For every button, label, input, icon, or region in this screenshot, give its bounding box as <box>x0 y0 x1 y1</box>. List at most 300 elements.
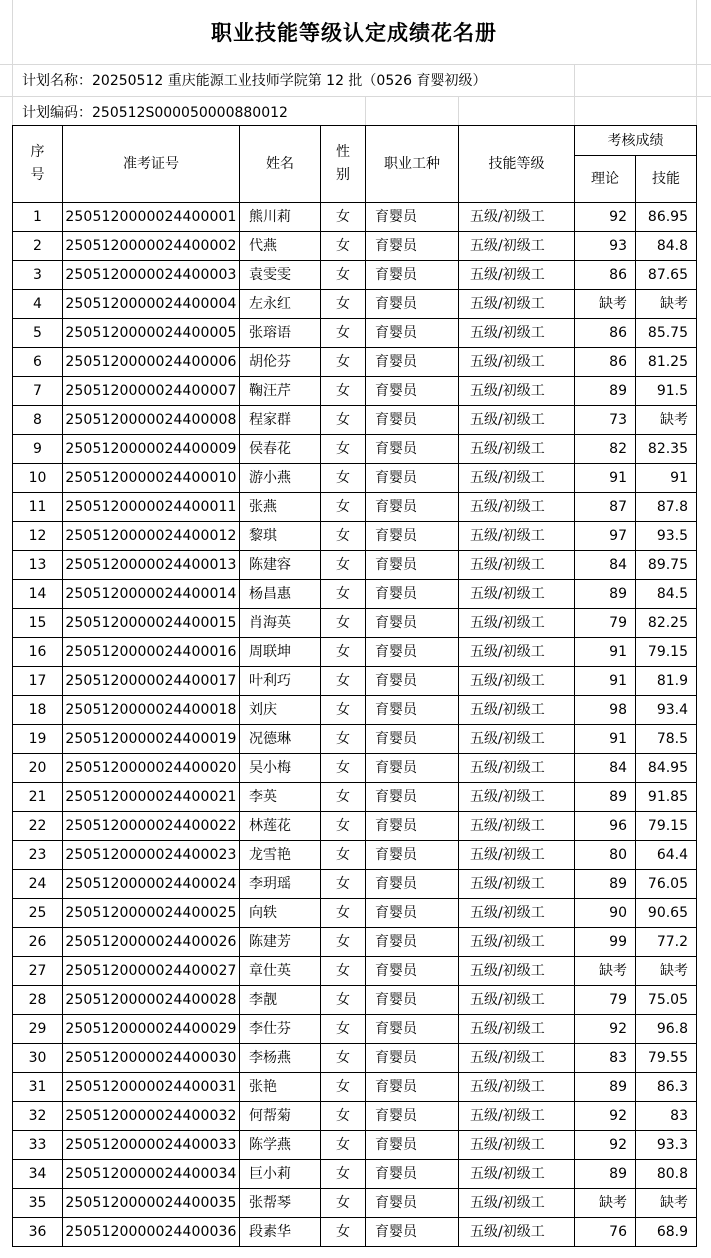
cell-skill-level: 五级/初级工 <box>459 290 575 319</box>
cell-exam-no: 2505120000024400026 <box>63 928 240 957</box>
cell-name: 侯春花 <box>240 435 321 464</box>
cell-skill-level: 五级/初级工 <box>459 493 575 522</box>
cell-seq: 20 <box>13 754 63 783</box>
cell-name: 李杨燕 <box>240 1044 321 1073</box>
cell-occupation: 育婴员 <box>366 783 459 812</box>
header-seq-text: 序号 <box>30 143 45 183</box>
cell-skill: 86.3 <box>636 1073 697 1102</box>
cell-skill-level: 五级/初级工 <box>459 1102 575 1131</box>
cell-seq: 25 <box>13 899 63 928</box>
cell-exam-no: 2505120000024400001 <box>63 203 240 232</box>
cell-theory: 89 <box>575 1073 636 1102</box>
cell-occupation: 育婴员 <box>366 1073 459 1102</box>
cell-gender: 女 <box>321 986 366 1015</box>
cell-occupation: 育婴员 <box>366 261 459 290</box>
cell-skill: 75.05 <box>636 986 697 1015</box>
cell-skill-level: 五级/初级工 <box>459 435 575 464</box>
cell-occupation: 育婴员 <box>366 986 459 1015</box>
cell-gender: 女 <box>321 203 366 232</box>
table-row <box>13 667 697 696</box>
cell-theory: 79 <box>575 986 636 1015</box>
header-score-group: 考核成绩 <box>575 126 697 156</box>
cell-seq: 18 <box>13 696 63 725</box>
cell-exam-no: 2505120000024400011 <box>63 493 240 522</box>
header-name: 姓名 <box>240 126 321 203</box>
cell-gender: 女 <box>321 261 366 290</box>
cell-occupation: 育婴员 <box>366 667 459 696</box>
cell-gender: 女 <box>321 348 366 377</box>
cell-name: 张瑢语 <box>240 319 321 348</box>
table-row <box>13 696 697 725</box>
cell-skill-level: 五级/初级工 <box>459 1073 575 1102</box>
cell-theory: 84 <box>575 754 636 783</box>
cell-skill: 93.4 <box>636 696 697 725</box>
table-row <box>13 754 697 783</box>
cell-occupation: 育婴员 <box>366 841 459 870</box>
table-row <box>13 812 697 841</box>
cell-skill-level: 五级/初级工 <box>459 1044 575 1073</box>
header-gender <box>321 126 366 203</box>
cell-gender: 女 <box>321 1102 366 1131</box>
cell-occupation: 育婴员 <box>366 609 459 638</box>
grid-line <box>0 64 711 65</box>
cell-occupation: 育婴员 <box>366 1102 459 1131</box>
cell-name: 龙雪艳 <box>240 841 321 870</box>
header-theory: 理论 <box>575 156 636 203</box>
table-row <box>13 1073 697 1102</box>
cell-seq: 21 <box>13 783 63 812</box>
cell-gender: 女 <box>321 1189 366 1218</box>
cell-skill-level: 五级/初级工 <box>459 1160 575 1189</box>
cell-exam-no: 2505120000024400012 <box>63 522 240 551</box>
table-row <box>13 1102 697 1131</box>
cell-seq: 2 <box>13 232 63 261</box>
header-skill-level: 技能等级 <box>459 126 575 203</box>
cell-theory: 83 <box>575 1044 636 1073</box>
table-body <box>13 203 697 1247</box>
cell-occupation: 育婴员 <box>366 870 459 899</box>
cell-name: 向轶 <box>240 899 321 928</box>
cell-exam-no: 2505120000024400029 <box>63 1015 240 1044</box>
cell-name: 杨昌惠 <box>240 580 321 609</box>
cell-skill: 86.95 <box>636 203 697 232</box>
cell-theory: 91 <box>575 667 636 696</box>
cell-exam-no: 2505120000024400030 <box>63 1044 240 1073</box>
table-row <box>13 1131 697 1160</box>
cell-name: 李英 <box>240 783 321 812</box>
cell-skill: 缺考 <box>636 957 697 986</box>
cell-name: 游小燕 <box>240 464 321 493</box>
cell-occupation: 育婴员 <box>366 232 459 261</box>
cell-exam-no: 2505120000024400035 <box>63 1189 240 1218</box>
cell-theory: 91 <box>575 464 636 493</box>
cell-gender: 女 <box>321 841 366 870</box>
header-exam-no: 准考证号 <box>63 126 240 203</box>
cell-skill-level: 五级/初级工 <box>459 203 575 232</box>
cell-occupation: 育婴员 <box>366 1131 459 1160</box>
cell-skill-level: 五级/初级工 <box>459 812 575 841</box>
table-row <box>13 1015 697 1044</box>
cell-seq: 15 <box>13 609 63 638</box>
cell-name: 吴小梅 <box>240 754 321 783</box>
cell-occupation: 育婴员 <box>366 493 459 522</box>
cell-name: 叶利巧 <box>240 667 321 696</box>
cell-skill-level: 五级/初级工 <box>459 464 575 493</box>
plan-code <box>22 102 288 122</box>
cell-name: 何帮菊 <box>240 1102 321 1131</box>
cell-occupation: 育婴员 <box>366 1160 459 1189</box>
cell-skill: 81.25 <box>636 348 697 377</box>
cell-exam-no: 2505120000024400006 <box>63 348 240 377</box>
table-row <box>13 203 697 232</box>
cell-exam-no: 2505120000024400017 <box>63 667 240 696</box>
cell-gender: 女 <box>321 551 366 580</box>
cell-occupation: 育婴员 <box>366 580 459 609</box>
cell-theory: 90 <box>575 899 636 928</box>
cell-name: 陈学燕 <box>240 1131 321 1160</box>
cell-skill-level: 五级/初级工 <box>459 522 575 551</box>
cell-name: 鞠汪芹 <box>240 377 321 406</box>
cell-name: 胡伦芬 <box>240 348 321 377</box>
cell-occupation: 育婴员 <box>366 638 459 667</box>
cell-gender: 女 <box>321 1131 366 1160</box>
cell-skill: 91 <box>636 464 697 493</box>
cell-gender: 女 <box>321 406 366 435</box>
cell-theory: 91 <box>575 725 636 754</box>
cell-seq: 36 <box>13 1218 63 1247</box>
cell-exam-no: 2505120000024400024 <box>63 870 240 899</box>
cell-seq: 8 <box>13 406 63 435</box>
cell-gender: 女 <box>321 725 366 754</box>
plan-code-value: 250512S000050000880012 <box>92 105 288 121</box>
cell-name: 肖海英 <box>240 609 321 638</box>
cell-skill: 缺考 <box>636 290 697 319</box>
cell-gender: 女 <box>321 464 366 493</box>
cell-skill: 84.5 <box>636 580 697 609</box>
cell-exam-no: 2505120000024400019 <box>63 725 240 754</box>
cell-name: 况德琳 <box>240 725 321 754</box>
cell-exam-no: 2505120000024400009 <box>63 435 240 464</box>
cell-occupation: 育婴员 <box>366 377 459 406</box>
table-row <box>13 290 697 319</box>
cell-theory: 99 <box>575 928 636 957</box>
cell-exam-no: 2505120000024400023 <box>63 841 240 870</box>
cell-skill-level: 五级/初级工 <box>459 261 575 290</box>
cell-theory: 84 <box>575 551 636 580</box>
cell-exam-no: 2505120000024400005 <box>63 319 240 348</box>
cell-skill: 76.05 <box>636 870 697 899</box>
cell-theory: 89 <box>575 870 636 899</box>
cell-exam-no: 2505120000024400008 <box>63 406 240 435</box>
table-row <box>13 348 697 377</box>
cell-gender: 女 <box>321 957 366 986</box>
cell-name: 张艳 <box>240 1073 321 1102</box>
table-row <box>13 551 697 580</box>
cell-occupation: 育婴员 <box>366 1189 459 1218</box>
cell-seq: 6 <box>13 348 63 377</box>
cell-skill-level: 五级/初级工 <box>459 319 575 348</box>
cell-seq: 29 <box>13 1015 63 1044</box>
cell-seq: 14 <box>13 580 63 609</box>
cell-occupation: 育婴员 <box>366 812 459 841</box>
cell-name: 巨小莉 <box>240 1160 321 1189</box>
cell-exam-no: 2505120000024400028 <box>63 986 240 1015</box>
cell-skill-level: 五级/初级工 <box>459 783 575 812</box>
table-row <box>13 580 697 609</box>
cell-seq: 35 <box>13 1189 63 1218</box>
cell-theory: 79 <box>575 609 636 638</box>
cell-occupation: 育婴员 <box>366 928 459 957</box>
cell-seq: 10 <box>13 464 63 493</box>
cell-gender: 女 <box>321 377 366 406</box>
cell-skill-level: 五级/初级工 <box>459 348 575 377</box>
cell-theory: 89 <box>575 377 636 406</box>
table-row <box>13 1218 697 1247</box>
table-row <box>13 232 697 261</box>
cell-seq: 26 <box>13 928 63 957</box>
cell-exam-no: 2505120000024400002 <box>63 232 240 261</box>
table-row <box>13 1044 697 1073</box>
cell-name: 左永红 <box>240 290 321 319</box>
cell-seq: 19 <box>13 725 63 754</box>
cell-skill-level: 五级/初级工 <box>459 841 575 870</box>
table-row <box>13 1189 697 1218</box>
cell-name: 段素华 <box>240 1218 321 1247</box>
cell-exam-no: 2505120000024400014 <box>63 580 240 609</box>
cell-occupation: 育婴员 <box>366 464 459 493</box>
table-row <box>13 986 697 1015</box>
cell-exam-no: 2505120000024400034 <box>63 1160 240 1189</box>
cell-exam-no: 2505120000024400033 <box>63 1131 240 1160</box>
cell-seq: 30 <box>13 1044 63 1073</box>
table-row <box>13 406 697 435</box>
cell-name: 刘庆 <box>240 696 321 725</box>
cell-theory: 91 <box>575 638 636 667</box>
cell-skill-level: 五级/初级工 <box>459 1131 575 1160</box>
score-table <box>12 125 697 1247</box>
cell-exam-no: 2505120000024400031 <box>63 1073 240 1102</box>
cell-seq: 3 <box>13 261 63 290</box>
cell-seq: 7 <box>13 377 63 406</box>
cell-gender: 女 <box>321 1015 366 1044</box>
cell-theory: 82 <box>575 435 636 464</box>
cell-name: 周联坤 <box>240 638 321 667</box>
cell-gender: 女 <box>321 290 366 319</box>
cell-gender: 女 <box>321 319 366 348</box>
cell-name: 张燕 <box>240 493 321 522</box>
cell-skill: 93.5 <box>636 522 697 551</box>
cell-seq: 22 <box>13 812 63 841</box>
cell-skill: 缺考 <box>636 406 697 435</box>
cell-skill: 91.85 <box>636 783 697 812</box>
cell-seq: 13 <box>13 551 63 580</box>
cell-skill-level: 五级/初级工 <box>459 232 575 261</box>
cell-skill: 90.65 <box>636 899 697 928</box>
cell-gender: 女 <box>321 1073 366 1102</box>
cell-name: 熊川莉 <box>240 203 321 232</box>
cell-theory: 92 <box>575 203 636 232</box>
cell-exam-no: 2505120000024400003 <box>63 261 240 290</box>
table-row <box>13 783 697 812</box>
cell-skill: 89.75 <box>636 551 697 580</box>
cell-name: 李仕芬 <box>240 1015 321 1044</box>
cell-skill: 78.5 <box>636 725 697 754</box>
cell-skill: 缺考 <box>636 1189 697 1218</box>
cell-skill: 79.55 <box>636 1044 697 1073</box>
cell-gender: 女 <box>321 899 366 928</box>
cell-theory: 80 <box>575 841 636 870</box>
cell-exam-no: 2505120000024400027 <box>63 957 240 986</box>
cell-gender: 女 <box>321 812 366 841</box>
cell-name: 程家群 <box>240 406 321 435</box>
cell-seq: 23 <box>13 841 63 870</box>
cell-gender: 女 <box>321 1218 366 1247</box>
cell-exam-no: 2505120000024400021 <box>63 783 240 812</box>
cell-gender: 女 <box>321 435 366 464</box>
plan-name-label: 计划名称： <box>22 73 92 89</box>
cell-exam-no: 2505120000024400036 <box>63 1218 240 1247</box>
cell-gender: 女 <box>321 928 366 957</box>
cell-seq: 28 <box>13 986 63 1015</box>
cell-skill-level: 五级/初级工 <box>459 609 575 638</box>
cell-occupation: 育婴员 <box>366 406 459 435</box>
cell-gender: 女 <box>321 1160 366 1189</box>
cell-occupation: 育婴员 <box>366 1044 459 1073</box>
cell-skill: 93.3 <box>636 1131 697 1160</box>
cell-seq: 9 <box>13 435 63 464</box>
cell-skill-level: 五级/初级工 <box>459 551 575 580</box>
cell-occupation: 育婴员 <box>366 899 459 928</box>
page-title: 职业技能等级认定成绩花名册 <box>211 21 497 45</box>
cell-exam-no: 2505120000024400020 <box>63 754 240 783</box>
cell-name: 袁雯雯 <box>240 261 321 290</box>
cell-skill-level: 五级/初级工 <box>459 1218 575 1247</box>
cell-skill-level: 五级/初级工 <box>459 870 575 899</box>
header-skill: 技能 <box>636 156 697 203</box>
cell-skill: 84.8 <box>636 232 697 261</box>
cell-exam-no: 2505120000024400018 <box>63 696 240 725</box>
cell-skill: 96.8 <box>636 1015 697 1044</box>
cell-name: 代燕 <box>240 232 321 261</box>
header-seq <box>13 126 63 203</box>
table-row <box>13 841 697 870</box>
cell-skill: 77.2 <box>636 928 697 957</box>
cell-occupation: 育婴员 <box>366 1015 459 1044</box>
cell-seq: 27 <box>13 957 63 986</box>
cell-skill: 87.65 <box>636 261 697 290</box>
cell-theory: 73 <box>575 406 636 435</box>
grid-line <box>574 64 575 96</box>
cell-skill-level: 五级/初级工 <box>459 899 575 928</box>
cell-gender: 女 <box>321 754 366 783</box>
cell-skill-level: 五级/初级工 <box>459 986 575 1015</box>
cell-name: 张帮琴 <box>240 1189 321 1218</box>
cell-occupation: 育婴员 <box>366 754 459 783</box>
cell-skill: 85.75 <box>636 319 697 348</box>
cell-skill-level: 五级/初级工 <box>459 580 575 609</box>
cell-occupation: 育婴员 <box>366 522 459 551</box>
cell-seq: 4 <box>13 290 63 319</box>
table-row <box>13 928 697 957</box>
cell-theory: 76 <box>575 1218 636 1247</box>
cell-skill: 80.8 <box>636 1160 697 1189</box>
cell-gender: 女 <box>321 232 366 261</box>
cell-theory: 89 <box>575 580 636 609</box>
cell-skill-level: 五级/初级工 <box>459 696 575 725</box>
cell-gender: 女 <box>321 667 366 696</box>
table-row <box>13 638 697 667</box>
cell-gender: 女 <box>321 493 366 522</box>
cell-seq: 34 <box>13 1160 63 1189</box>
cell-theory: 缺考 <box>575 1189 636 1218</box>
cell-theory: 98 <box>575 696 636 725</box>
table-row <box>13 725 697 754</box>
cell-gender: 女 <box>321 580 366 609</box>
cell-seq: 1 <box>13 203 63 232</box>
cell-seq: 33 <box>13 1131 63 1160</box>
cell-seq: 11 <box>13 493 63 522</box>
cell-skill: 83 <box>636 1102 697 1131</box>
grid-line <box>458 96 459 125</box>
cell-seq: 16 <box>13 638 63 667</box>
table-row <box>13 377 697 406</box>
cell-skill-level: 五级/初级工 <box>459 725 575 754</box>
header-gender-text: 性别 <box>336 143 350 183</box>
header-occupation: 职业工种 <box>366 126 459 203</box>
cell-gender: 女 <box>321 638 366 667</box>
cell-gender: 女 <box>321 870 366 899</box>
cell-name: 林莲花 <box>240 812 321 841</box>
plan-name <box>22 70 487 90</box>
grid-line <box>574 96 575 125</box>
table-row <box>13 1160 697 1189</box>
cell-occupation: 育婴员 <box>366 1218 459 1247</box>
cell-occupation: 育婴员 <box>366 725 459 754</box>
cell-exam-no: 2505120000024400015 <box>63 609 240 638</box>
cell-skill: 64.4 <box>636 841 697 870</box>
cell-theory: 87 <box>575 493 636 522</box>
table-row <box>13 435 697 464</box>
table-row <box>13 522 697 551</box>
cell-skill: 68.9 <box>636 1218 697 1247</box>
table-row <box>13 899 697 928</box>
cell-name: 黎琪 <box>240 522 321 551</box>
cell-exam-no: 2505120000024400007 <box>63 377 240 406</box>
cell-occupation: 育婴员 <box>366 696 459 725</box>
cell-gender: 女 <box>321 1044 366 1073</box>
cell-skill-level: 五级/初级工 <box>459 1015 575 1044</box>
table-row <box>13 319 697 348</box>
cell-theory: 92 <box>575 1015 636 1044</box>
plan-name-value: 20250512 重庆能源工业技师学院第 12 批（0526 育婴初级） <box>92 73 487 89</box>
table-row <box>13 464 697 493</box>
cell-name: 李玥瑶 <box>240 870 321 899</box>
cell-occupation: 育婴员 <box>366 290 459 319</box>
cell-gender: 女 <box>321 609 366 638</box>
cell-theory: 97 <box>575 522 636 551</box>
cell-exam-no: 2505120000024400032 <box>63 1102 240 1131</box>
cell-skill: 87.8 <box>636 493 697 522</box>
table-row <box>13 957 697 986</box>
cell-theory: 缺考 <box>575 290 636 319</box>
table-row <box>13 870 697 899</box>
cell-exam-no: 2505120000024400004 <box>63 290 240 319</box>
cell-occupation: 育婴员 <box>366 435 459 464</box>
cell-occupation: 育婴员 <box>366 203 459 232</box>
cell-seq: 24 <box>13 870 63 899</box>
cell-exam-no: 2505120000024400013 <box>63 551 240 580</box>
cell-gender: 女 <box>321 522 366 551</box>
